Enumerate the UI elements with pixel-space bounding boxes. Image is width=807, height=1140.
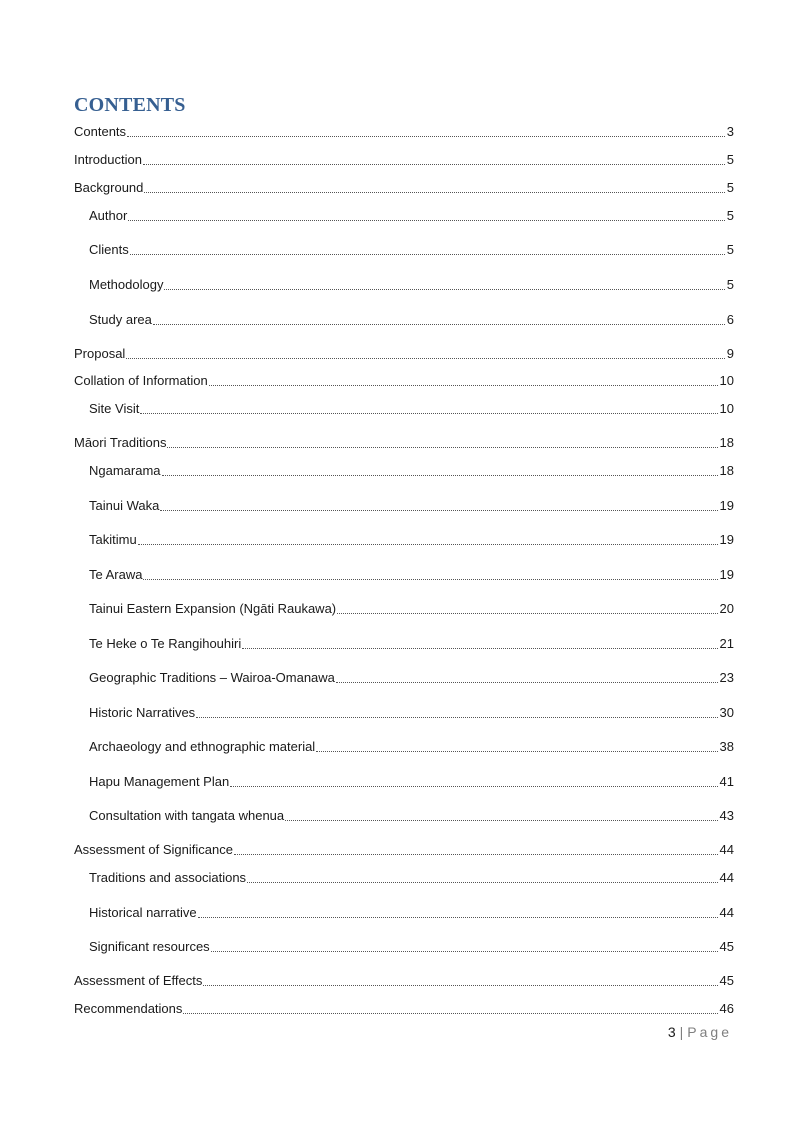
toc-dot-leader: [160, 509, 717, 511]
toc-entry-page: 5: [726, 277, 734, 292]
toc-entry-page: 20: [719, 601, 734, 616]
toc-entry-page: 41: [719, 774, 734, 789]
toc-dot-leader: [247, 881, 717, 883]
toc-entry[interactable]: [74, 122, 734, 140]
toc-dot-leader: [162, 474, 718, 476]
toc-dot-leader: [144, 191, 724, 193]
toc-dot-leader: [198, 916, 718, 918]
toc-dot-leader: [196, 716, 717, 718]
toc-dot-leader: [211, 950, 718, 952]
toc-entry-label: Takitimu: [89, 532, 137, 547]
toc-entry-page: 43: [719, 808, 734, 823]
footer-page-word: Page: [687, 1024, 732, 1040]
toc-entry[interactable]: [89, 275, 734, 293]
toc-dot-leader: [336, 681, 718, 683]
toc-dot-leader: [234, 853, 718, 855]
toc-entry-label: Archaeology and ethnographic material: [89, 739, 316, 754]
toc-entry-page: 44: [719, 842, 734, 857]
toc-entry[interactable]: [74, 371, 734, 389]
toc-entry[interactable]: [89, 903, 734, 921]
toc-entry[interactable]: [89, 868, 734, 886]
toc-entry-label: Site Visit: [89, 401, 140, 416]
toc-entry-page: 19: [719, 532, 734, 547]
toc-entry-label: Te Heke o Te Rangihouhiri: [89, 636, 242, 651]
toc-entry[interactable]: [74, 999, 734, 1017]
toc-entry-label: Methodology: [89, 277, 164, 292]
toc-entry-label: Background: [74, 180, 144, 195]
toc-dot-leader: [128, 219, 724, 221]
toc-entry-page: 5: [726, 242, 734, 257]
toc-dot-leader: [138, 543, 718, 545]
toc-entry[interactable]: [89, 530, 734, 548]
toc-entry-label: Ngamarama: [89, 463, 161, 478]
toc-entry-page: 21: [719, 636, 734, 651]
toc-entry-page: 3: [726, 124, 734, 139]
toc-dot-leader: [153, 323, 725, 325]
toc-entry-label: Author: [89, 208, 128, 223]
toc-entry[interactable]: [89, 772, 734, 790]
contents-heading: CONTENTS: [74, 94, 186, 116]
toc-entry-label: Hapu Management Plan: [89, 774, 230, 789]
toc-entry-label: Assessment of Effects: [74, 973, 203, 988]
toc-dot-leader: [230, 785, 717, 787]
toc-entry-page: 19: [719, 567, 734, 582]
toc-dot-leader: [203, 984, 717, 986]
toc-entry[interactable]: [89, 206, 734, 224]
footer-separator: |: [679, 1024, 684, 1040]
toc-entry-page: 18: [719, 463, 734, 478]
toc-entry-label: Traditions and associations: [89, 870, 247, 885]
toc-entry-label: Consultation with tangata whenua: [89, 808, 285, 823]
toc-entry-page: 9: [726, 346, 734, 361]
toc-dot-leader: [127, 135, 725, 137]
toc-entry-label: Historic Narratives: [89, 705, 196, 720]
toc-dot-leader: [126, 357, 724, 359]
toc-entry-page: 10: [719, 373, 734, 388]
toc-entry[interactable]: [74, 971, 734, 989]
toc-entry-page: 45: [719, 973, 734, 988]
toc-entry[interactable]: [74, 150, 734, 168]
toc-entry-page: 45: [719, 939, 734, 954]
toc-entry-label: Historical narrative: [89, 905, 197, 920]
toc-entry[interactable]: [74, 344, 734, 362]
toc-dot-leader: [337, 612, 717, 614]
toc-entry-page: 10: [719, 401, 734, 416]
toc-dot-leader: [316, 750, 717, 752]
toc-entry-label: Proposal: [74, 346, 126, 361]
toc-entry[interactable]: [74, 840, 734, 858]
toc-dot-leader: [143, 578, 717, 580]
toc-entry[interactable]: [89, 806, 734, 824]
toc-entry[interactable]: [74, 433, 734, 451]
toc-entry[interactable]: [74, 178, 734, 196]
toc-dot-leader: [167, 446, 717, 448]
toc-entry-page: 5: [726, 208, 734, 223]
toc-entry-label: Māori Traditions: [74, 435, 167, 450]
toc-dot-leader: [130, 253, 725, 255]
toc-entry-label: Clients: [89, 242, 129, 257]
toc-entry-label: Introduction: [74, 152, 142, 167]
toc-entry-label: Geographic Traditions – Wairoa-Omanawa: [89, 670, 335, 685]
toc-entry[interactable]: [89, 310, 734, 328]
toc-dot-leader: [143, 163, 725, 165]
toc-dot-leader: [183, 1012, 717, 1014]
toc-entry-page: 6: [726, 312, 734, 327]
toc-entry-label: Tainui Eastern Expansion (Ngāti Raukawa): [89, 601, 337, 616]
toc-entry-page: 30: [719, 705, 734, 720]
toc-entry[interactable]: [89, 240, 734, 258]
toc-entry[interactable]: [89, 565, 734, 583]
toc-entry-page: 46: [719, 1001, 734, 1016]
toc-entry[interactable]: [89, 399, 734, 417]
toc-dot-leader: [285, 819, 717, 821]
toc-entry-label: Collation of Information: [74, 373, 208, 388]
toc-entry-label: Contents: [74, 124, 127, 139]
toc-dot-leader: [209, 384, 718, 386]
toc-entry-page: 38: [719, 739, 734, 754]
toc-dot-leader: [140, 412, 717, 414]
page-footer: [540, 1024, 732, 1040]
toc-entry-label: Assessment of Significance: [74, 842, 233, 857]
footer-page-number: 3: [667, 1024, 676, 1040]
toc-entry[interactable]: [89, 599, 734, 617]
toc-entry-page: 44: [719, 905, 734, 920]
toc-entry-label: Significant resources: [89, 939, 210, 954]
toc-entry[interactable]: [89, 737, 734, 755]
toc-entry-page: 5: [726, 180, 734, 195]
toc-entry-label: Study area: [89, 312, 152, 327]
toc-entry[interactable]: [89, 937, 734, 955]
toc-entry[interactable]: [89, 668, 734, 686]
toc-entry-label: Tainui Waka: [89, 498, 160, 513]
toc-entry[interactable]: [89, 634, 734, 652]
toc-entry[interactable]: [89, 461, 734, 479]
toc-entry-page: 19: [719, 498, 734, 513]
toc-dot-leader: [164, 288, 724, 290]
toc-entry[interactable]: [89, 496, 734, 514]
toc-entry-label: Te Arawa: [89, 567, 143, 582]
toc-entry-page: 23: [719, 670, 734, 685]
toc-dot-leader: [242, 647, 717, 649]
toc-entry[interactable]: [89, 703, 734, 721]
toc-entry-label: Recommendations: [74, 1001, 183, 1016]
toc-entry-page: 44: [719, 870, 734, 885]
toc-entry-page: 5: [726, 152, 734, 167]
toc-entry-page: 18: [719, 435, 734, 450]
